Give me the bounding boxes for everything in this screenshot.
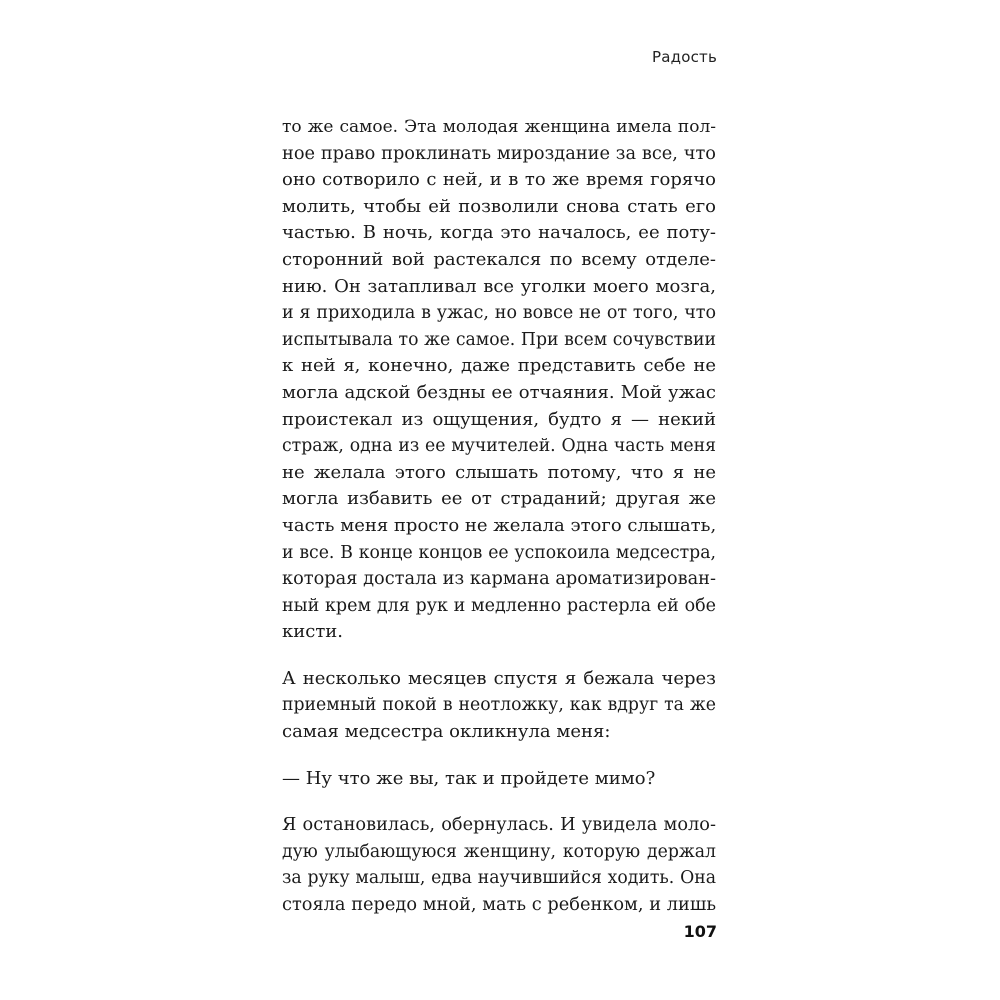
- text-line: оно сотворило с ней, и в то же время горячо: [282, 169, 716, 191]
- text-line: не желала этого слышать потому, что я не: [282, 461, 716, 483]
- text-line: проистекал из ощущения, будто я — некий: [282, 408, 716, 430]
- text-line: кисти.: [282, 621, 344, 643]
- text-line: страж, одна из ее мучителей. Одна часть меня: [282, 436, 716, 457]
- text-line: испытывала то же самое. При всем сочувствии: [282, 329, 716, 350]
- text-line: могла адской бездны ее отчаяния. Мой ужас: [282, 381, 716, 403]
- text-line: молить, чтобы ей позволили снова стать его: [282, 195, 716, 217]
- text-line: А несколько месяцев спустя я бежала через: [282, 667, 716, 689]
- text-line: ный крем для рук и медленно растерла ей обе: [282, 595, 716, 616]
- text-line: нию. Он затапливал все уголки моего мозга,: [282, 275, 716, 297]
- text-line: которая достала из кармана ароматизирован-: [282, 569, 716, 590]
- text-line: сторонний вой растекался по всему отделе-: [282, 248, 716, 270]
- running-head: Радость: [651, 48, 717, 66]
- text-line: часть меня просто не желала этого слышать,: [282, 514, 716, 536]
- text-line: к ней я, конечно, даже представить себе не: [282, 355, 716, 377]
- text-line: за руку малыш, едва научившийся ходить. Она: [282, 868, 716, 889]
- paragraph: [282, 812, 716, 918]
- text-line: ное право проклинать мироздание за все, что: [282, 143, 716, 164]
- paragraph: [282, 114, 716, 646]
- text-line: частью. В ночь, когда это началось, ее поту-: [282, 222, 716, 244]
- text-line: — Ну что же вы, так и пройдете мимо?: [282, 767, 656, 789]
- text-line: дую улыбающуюся женщину, которую держал: [282, 841, 716, 862]
- text-line: самая медсестра окликнула меня:: [282, 721, 611, 743]
- text-line: могла избавить ее от страданий; другая же: [282, 488, 716, 510]
- text-line: то же самое. Эта молодая женщина имела пол-: [282, 117, 716, 137]
- body-text: [282, 114, 716, 919]
- dialogue-paragraph: [282, 766, 716, 793]
- paragraph: [282, 666, 716, 746]
- text-line: Я остановилась, обернулась. И увидела моло-: [282, 815, 716, 836]
- text-line: приемный покой в неотложку, как вдруг та же: [282, 695, 716, 716]
- page-number: 107: [683, 922, 717, 941]
- text-line: и я приходила в ужас, но вовсе не от того, что: [282, 303, 716, 324]
- text-line: и все. В конце концов ее успокоила медсестра,: [282, 542, 716, 563]
- text-line: стояла передо мной, мать с ребенком, и лишь: [282, 895, 716, 916]
